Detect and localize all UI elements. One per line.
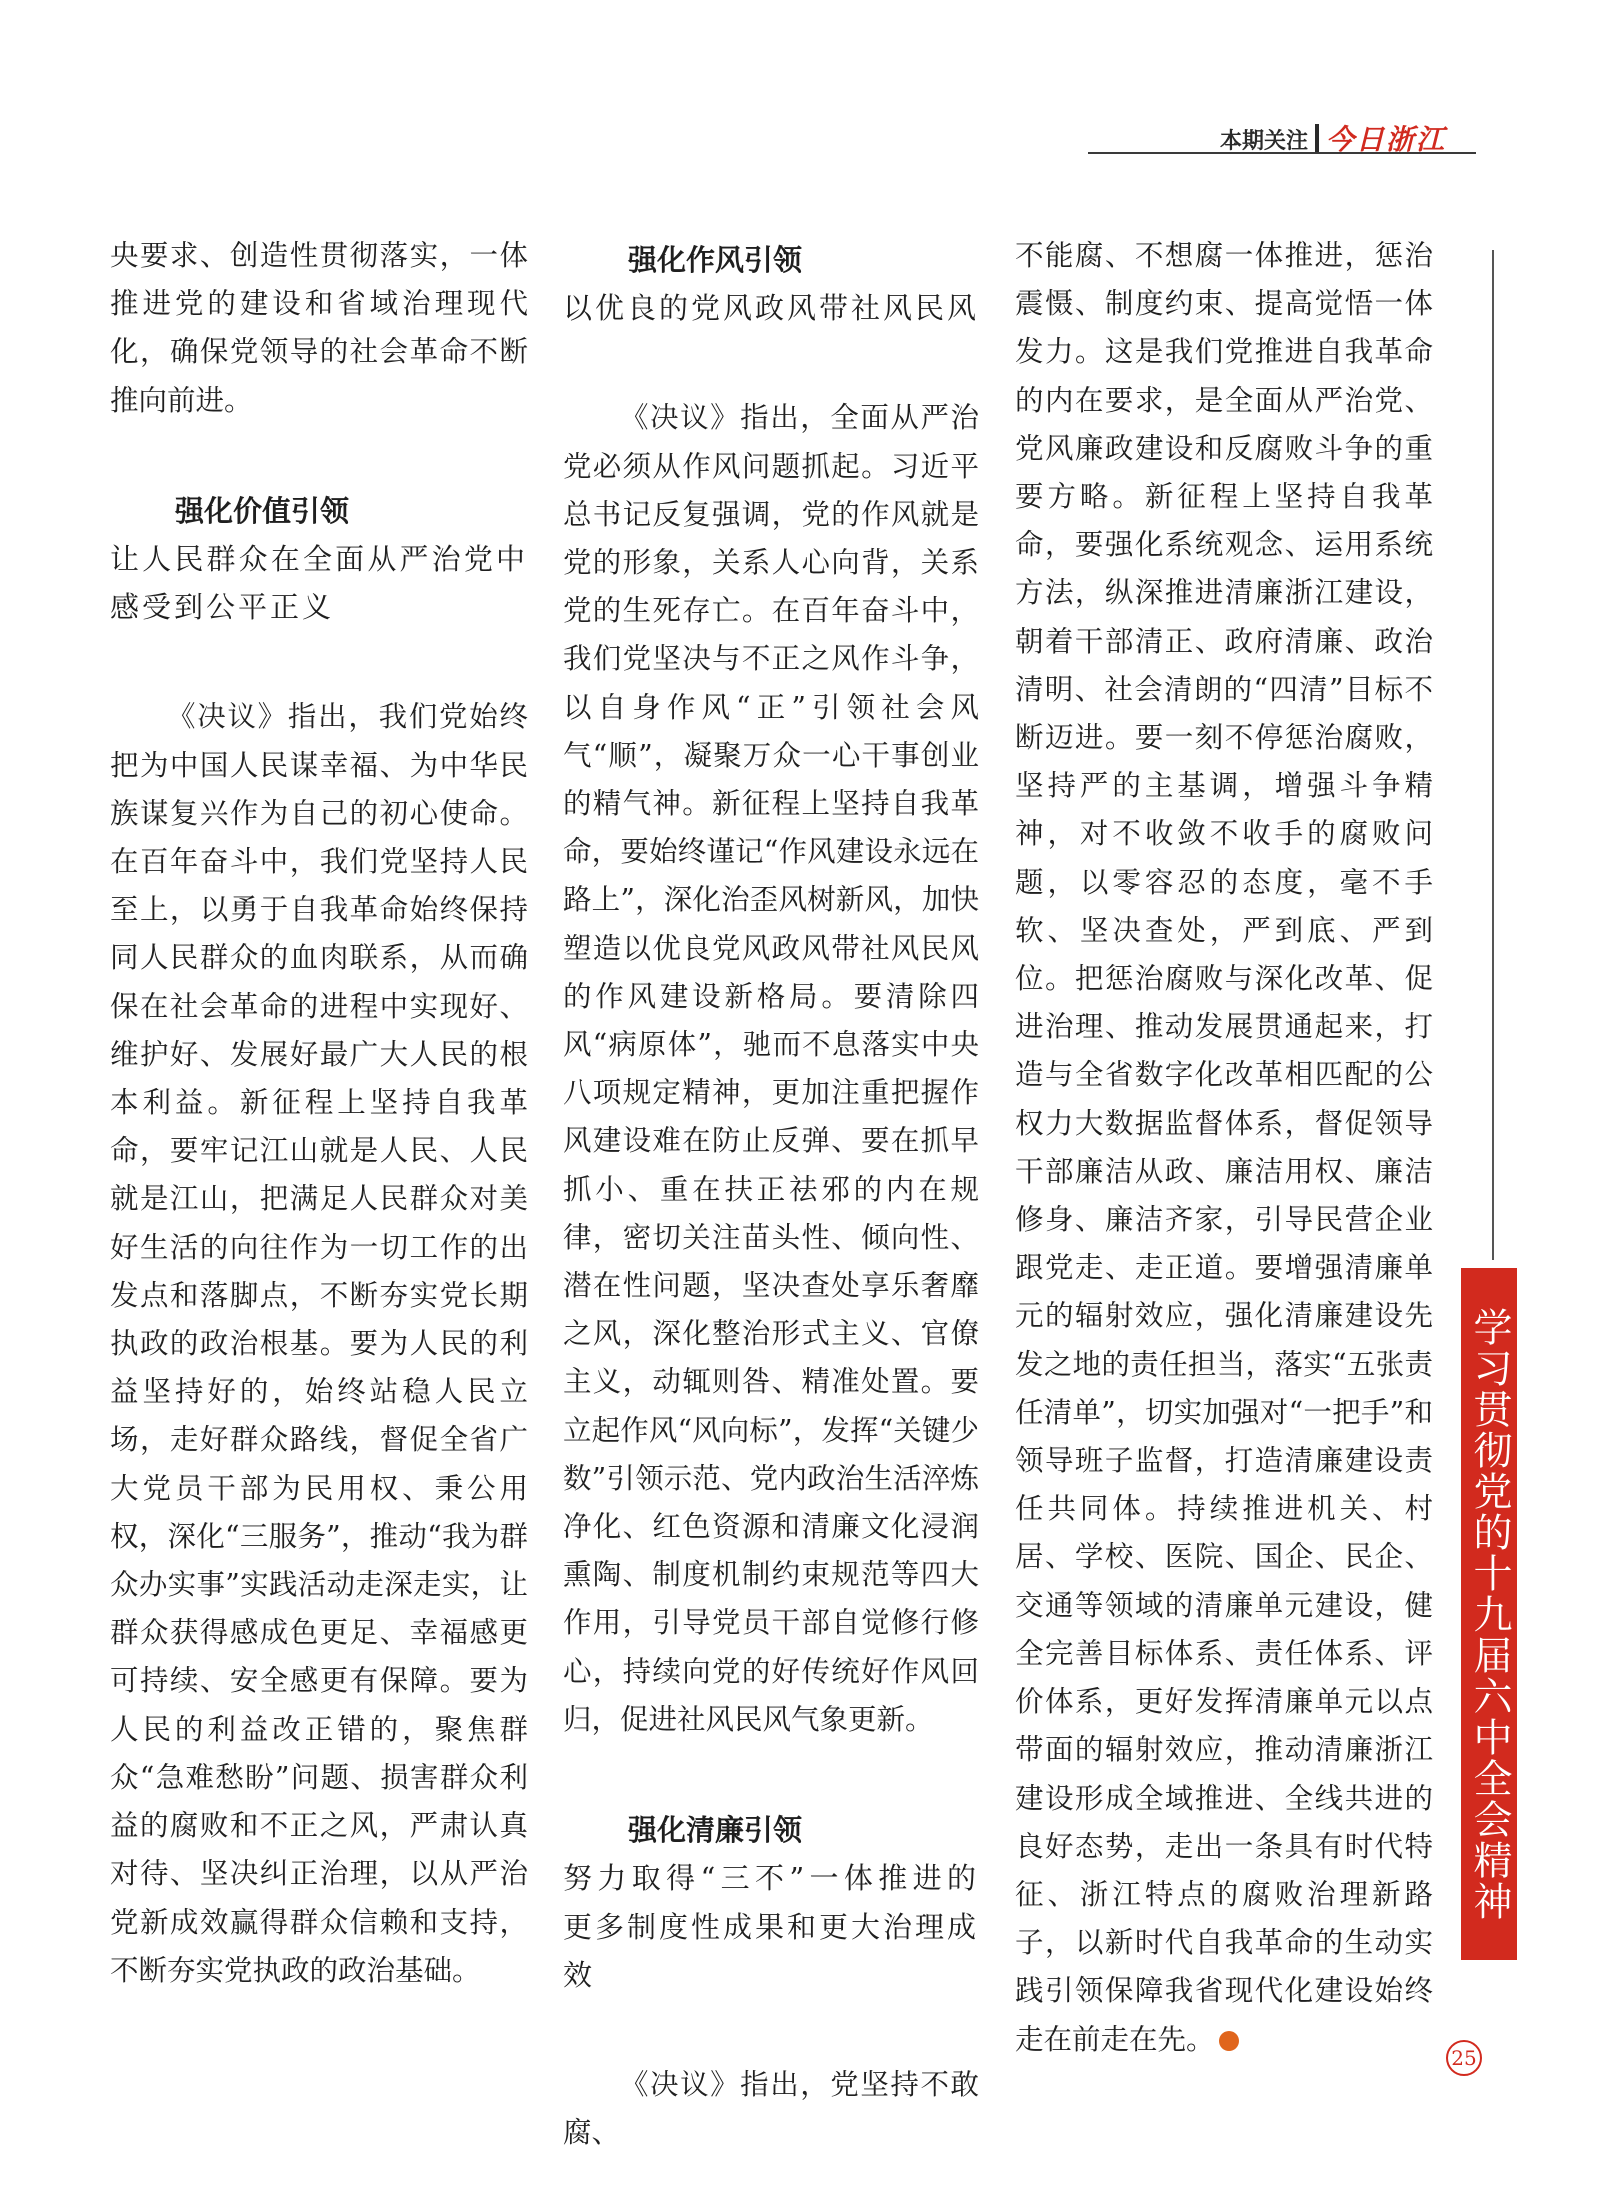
right-margin-rule	[1492, 250, 1494, 1260]
header-divider-bar	[1315, 124, 1319, 154]
header-column-label: 本期关注	[1219, 129, 1308, 154]
section-title-value: 强化价值引领	[175, 493, 350, 528]
side-banner-text: 学习贯彻党的十九届六中全会精神	[1467, 1306, 1512, 1922]
header-rule	[1088, 152, 1476, 154]
col2-integrity-body-start: 《决议》指出，党坚持不敢腐、	[563, 2067, 979, 2150]
col1-intro-paragraph: 央要求、创造性贯彻落实，一体推进党的建设和省域治理现代化，确保党领导的社会革命不断推向前进。	[110, 239, 528, 417]
section-title-style: 强化作风引领	[628, 243, 803, 277]
article-end-mark-icon	[1219, 2031, 1239, 2051]
section-subtitle-integrity: 努力取得“三不”一体推进的更多制度性成果和更大治理成效	[563, 1861, 980, 1992]
side-banner	[1461, 1268, 1517, 1960]
page-number: 25	[1446, 2040, 1482, 2076]
col2-style-body-paragraph: 《决议》指出，全面从严治党必须从作风问题抓起。习近平总书记反复强调，党的作风就是党的形象，关系人心向背，关系党的生死存亡。在百年奋斗中，我们党坚决与不正之风作斗争，以自身作风“正”引领社会风气“顺”，凝聚万众一心干事创业的精气神。新征程上坚持自我革命，要始终谨记“作风建设永远在路上”，深化治歪风树新风，加快塑造以优良党风政风带社风民风的作风建设新格局。要清除四风“病原体”，驰而不息落实中央八项规定精神，更加注重把握作风建设难在防止反弹、要在抓早抓小、重在扶正祛邪的内在规律，密切关注苗头性、倾向性、潜在性问题，坚决查处享乐奢靡之风，深化整治形式主义、官僚主义，动辄则咎、精准处置。要立起作风“风向标”，发挥“关键少数”引领示范、党内政治生活淬炼净化、红色资源和清廉文化浸润熏陶、制度机制约束规范等四大作用，引导党员干部自觉修行修心，持续向党的好传统好作风回归，促进社风民风气象更新。	[563, 401, 979, 1736]
col3-body-paragraph	[1015, 232, 1433, 2064]
section-title-integrity: 强化清廉引领	[628, 1813, 803, 1848]
col1-body-paragraph: 《决议》指出，我们党始终把为中国人民谋幸福、为中华民族谋复兴作为自己的初心使命。在百年奋斗中，我们党坚持人民至上，以勇于自我革命始终保持同人民群众的血肉联系，从而确保在社会革命的进程中实现好、维护好、发展好最广大人民的根本利益。新征程上坚持自我革命，要牢记江山就是人民、人民就是江山，把满足人民群众对美好生活的向往作为一切工作的出发点和落脚点，不断夯实党长期执政的政治根基。要为人民的利益坚持好的，始终站稳人民立场，走好群众路线，督促全省广大党员干部为民用权、秉公用权，深化“三服务”，推动“我为群众办实事”实践活动走深走实，让群众获得感成色更足、幸福感更可持续、安全感更有保障。要为人民的利益改正错的，聚焦群众“急难愁盼”问题、损害群众利益的腐败和不正之风，严肃认真对待、坚决纠正治理，以从严治党新成效赢得群众信赖和支持，不断夯实党执政的政治基础。	[110, 700, 528, 1987]
col3-body-text: 不能腐、不想腐一体推进，惩治震慑、制度约束、提高觉悟一体发力。这是我们党推进自我革命的内在要求，是全面从严治党、党风廉政建设和反腐败斗争的重要方略。新征程上坚持自我革命，要强化系统观念、运用系统方法，纵深推进清廉浙江建设，朝着干部清正、政府清廉、政治清明、社会清朗的“四清”目标不断迈进。要一刻不停惩治腐败，坚持严的主基调，增强斗争精神，对不收敛不收手的腐败问题，以零容忍的态度，毫不手软、坚决查处，严到底、严到位。把惩治腐败与深化改革、促进治理、推动发展贯通起来，打造与全省数字化改革相匹配的公权力大数据监督体系，督促领导干部廉洁从政、廉洁用权、廉洁修身、廉洁齐家，引导民营企业跟党走、走正道。要增强清廉单元的辐射效应，强化清廉建设先发之地的责任担当，落实“五张责任清单”，切实加强对“一把手”和领导班子监督，打造清廉建设责任共同体。持续推进机关、村居、学校、医院、国企、民企、交通等领域的清廉单元建设，健全完善目标体系、责任体系、评价体系，更好发挥清廉单元以点带面的辐射效应，推动清廉浙江建设形成全域推进、全线共进的良好态势，走出一条具有时代特征、浙江特点的腐败治理新路子，以新时代自我革命的生动实践引领保障我省现代化建设始终走在前走在先。	[1015, 239, 1433, 2056]
article-column-1	[110, 232, 528, 1995]
article-column-2	[563, 236, 979, 2157]
section-subtitle-value: 让人民群众在全面从严治党中感受到公平正义	[110, 542, 528, 625]
section-subtitle-style: 以优良的党风政风带社风民风	[563, 291, 980, 326]
article-column-3	[1015, 232, 1433, 2064]
header-brand-logo: 今日浙江	[1326, 123, 1447, 156]
